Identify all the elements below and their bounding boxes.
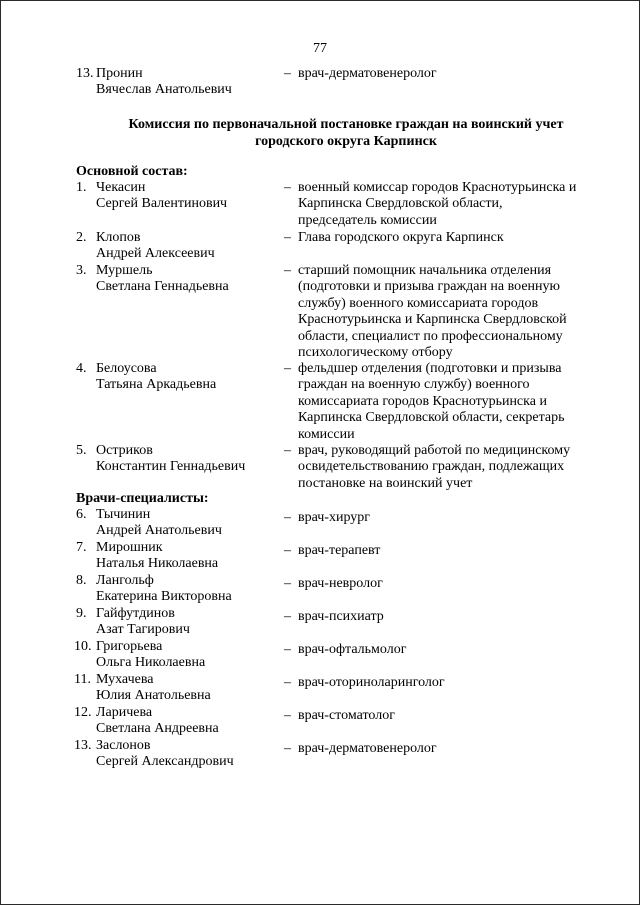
person-name	[96, 639, 281, 672]
dash: –	[284, 263, 291, 278]
role: врач-дерматовенеролог	[298, 741, 437, 756]
last-name: Тычинин	[96, 507, 151, 522]
commission-heading	[76, 116, 616, 150]
last-name: Гайфутдинов	[96, 606, 175, 621]
entry-number: 10.	[74, 639, 92, 654]
section-title-main: Основной состав:	[76, 164, 188, 179]
role-line: комиссии	[298, 426, 355, 442]
last-name: Григорьева	[96, 639, 163, 654]
last-name: Чекасин	[96, 180, 146, 195]
section-title-doctors: Врачи-специалисты:	[76, 491, 209, 506]
role-line: председатель комиссии	[298, 212, 437, 228]
last-name: Заслонов	[96, 738, 151, 753]
dash: –	[284, 180, 291, 195]
person-name	[96, 180, 281, 213]
person-name	[96, 263, 281, 296]
last-name: Пронин	[96, 66, 143, 81]
role	[298, 230, 616, 246]
dash: –	[284, 361, 291, 376]
dash: –	[284, 741, 291, 756]
person-name	[96, 606, 281, 639]
first-names: Константин Геннадьевич	[96, 459, 246, 475]
role: врач-невролог	[298, 576, 383, 591]
entry-number: 6.	[76, 507, 87, 522]
role-line: психологическому отбору	[298, 345, 453, 361]
role: врач-терапевт	[298, 543, 381, 558]
dash: –	[284, 543, 291, 558]
role	[298, 263, 616, 361]
last-name: Мирошник	[96, 540, 163, 555]
role: врач-стоматолог	[298, 708, 395, 723]
entry-number: 12.	[74, 705, 92, 720]
page-number: 77	[313, 41, 327, 56]
role-line: врач, руководящий работой по медицинскому	[298, 443, 571, 458]
entry-number: 9.	[76, 606, 87, 621]
last-name: Лангольф	[96, 573, 154, 588]
entry-number: 4.	[76, 361, 87, 376]
entry-number: 3.	[76, 263, 87, 278]
role-line: области, специалист по профессиональному	[298, 328, 563, 344]
role-line: Карпинска Свердловской области, секретарь	[298, 410, 565, 426]
entry-number: 1.	[76, 180, 87, 195]
first-names: Сергей Александрович	[96, 754, 234, 770]
role-line: комиссариата городов Краснотурьинска и	[298, 393, 547, 409]
person-name	[96, 230, 281, 263]
dash: –	[284, 576, 291, 591]
role-line: Глава городского округа Карпинск	[298, 230, 504, 245]
dash: –	[284, 642, 291, 657]
person-name	[96, 705, 281, 738]
role-line: (подготовки и призыва граждан на военную	[298, 279, 560, 295]
first-names: Татьяна Аркадьевна	[96, 377, 217, 393]
first-names: Екатерина Викторовна	[96, 589, 232, 605]
entry-number: 8.	[76, 573, 87, 588]
role: врач-оториноларинголог	[298, 675, 445, 690]
dash: –	[284, 66, 291, 81]
role-line: Краснотурьинска и Карпинска Свердловской	[298, 312, 567, 328]
last-name: Муршель	[96, 263, 153, 278]
last-name: Клопов	[96, 230, 141, 245]
role	[298, 361, 616, 443]
last-name: Мухачева	[96, 672, 154, 687]
last-name: Ларичева	[96, 705, 153, 720]
heading-line-1: Комиссия по первоначальной постановке граждан на воинский учет	[128, 117, 564, 132]
entry-number: 7.	[76, 540, 87, 555]
last-name: Белоусова	[96, 361, 157, 376]
dash: –	[284, 609, 291, 624]
person-name	[96, 672, 281, 705]
role: врач-хирург	[298, 510, 371, 525]
first-names: Светлана Геннадьевна	[96, 279, 229, 295]
first-names: Ольга Николаевна	[96, 655, 206, 671]
person-name	[96, 738, 281, 771]
heading-line-2: городского округа Карпинск	[255, 134, 437, 149]
first-names: Андрей Алексеевич	[96, 246, 215, 262]
role-line: граждан на военную службу) военного	[298, 377, 530, 393]
role	[298, 443, 616, 492]
role-line: службу) военного комиссариата городов	[298, 295, 539, 311]
role-line: постановке на воинский учет	[298, 475, 473, 491]
first-names: Вячеслав Анатольевич	[96, 82, 232, 98]
entry-number: 13.	[74, 738, 92, 753]
entry-number: 11.	[74, 672, 91, 687]
dash: –	[284, 443, 291, 458]
person-name	[96, 361, 281, 394]
first-names: Азат Тагирович	[96, 622, 190, 638]
first-names: Светлана Андреевна	[96, 721, 219, 737]
role-line: военный комиссар городов Краснотурьинска и	[298, 180, 577, 195]
dash: –	[284, 708, 291, 723]
entry-number: 5.	[76, 443, 87, 458]
person-name	[96, 443, 281, 476]
first-names: Юлия Анатольевна	[96, 688, 211, 704]
role: врач-дерматовенеролог	[298, 66, 437, 81]
person-name	[96, 540, 281, 573]
entry-number: 2.	[76, 230, 87, 245]
last-name: Остриков	[96, 443, 153, 458]
role-line: Карпинска Свердловской области,	[298, 196, 503, 212]
role-line: фельдшер отделения (подготовки и призыва	[298, 361, 562, 376]
role	[298, 180, 616, 229]
first-names: Наталья Николаевна	[96, 556, 219, 572]
dash: –	[284, 675, 291, 690]
dash: –	[284, 230, 291, 245]
first-names: Сергей Валентинович	[96, 196, 228, 212]
person-name	[96, 573, 281, 606]
entry-number: 13.	[76, 66, 94, 81]
first-names: Андрей Анатольевич	[96, 523, 222, 539]
person-name	[96, 507, 281, 540]
dash: –	[284, 510, 291, 525]
role-line: старший помощник начальника отделения	[298, 263, 552, 278]
role: врач-психиатр	[298, 609, 384, 624]
role: врач-офтальмолог	[298, 642, 407, 657]
role-line: освидетельствованию граждан, подлежащих	[298, 459, 565, 475]
person-name	[96, 66, 281, 99]
